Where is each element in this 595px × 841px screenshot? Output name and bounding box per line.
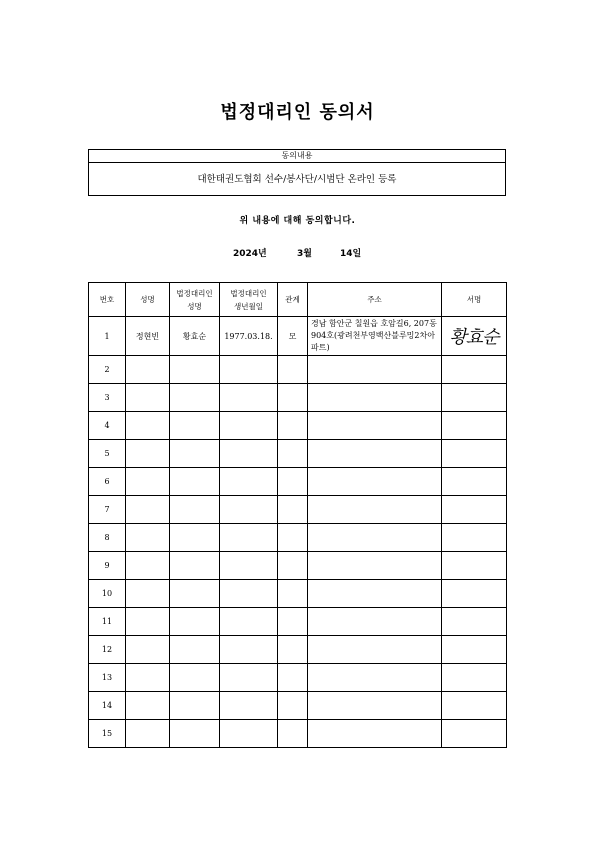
cell-signature xyxy=(442,524,507,552)
cell-signature xyxy=(442,468,507,496)
table-row xyxy=(89,552,507,580)
cell-signature xyxy=(442,720,507,748)
table-row xyxy=(89,608,507,636)
cell-name xyxy=(126,524,170,552)
cell-no: 7 xyxy=(89,496,126,524)
header-guardian-name xyxy=(170,283,220,317)
cell-guardian-name xyxy=(170,664,220,692)
cell-guardian-birth xyxy=(220,384,278,412)
cell-signature xyxy=(442,356,507,384)
table-row xyxy=(89,664,507,692)
document-title: 법정대리인 동의서 xyxy=(220,102,375,123)
cell-signature xyxy=(442,552,507,580)
cell-guardian-name xyxy=(170,496,220,524)
cell-no: 11 xyxy=(89,608,126,636)
cell-signature xyxy=(442,692,507,720)
cell-name xyxy=(126,468,170,496)
cell-address xyxy=(308,412,442,440)
table-row xyxy=(89,580,507,608)
header-address: 주소 xyxy=(308,283,442,317)
cell-guardian-birth xyxy=(220,720,278,748)
cell-guardian-birth xyxy=(220,552,278,580)
cell-address xyxy=(308,440,442,468)
cell-address xyxy=(308,608,442,636)
cell-no: 6 xyxy=(89,468,126,496)
cell-address xyxy=(308,524,442,552)
cell-address xyxy=(308,552,442,580)
cell-signature xyxy=(442,664,507,692)
cell-no: 14 xyxy=(89,692,126,720)
handwritten-signature: 황효순 xyxy=(449,327,499,348)
date-month: 3월 xyxy=(297,249,312,259)
cell-guardian-name xyxy=(170,412,220,440)
cell-relation: 모 xyxy=(278,317,308,356)
consent-header: 동의내용 xyxy=(89,150,505,163)
cell-relation xyxy=(278,496,308,524)
cell-guardian-name xyxy=(170,580,220,608)
cell-address xyxy=(308,468,442,496)
cell-no: 13 xyxy=(89,664,126,692)
consent-content-box xyxy=(88,149,506,196)
cell-relation xyxy=(278,440,308,468)
cell-name xyxy=(126,412,170,440)
cell-relation xyxy=(278,524,308,552)
cell-guardian-birth xyxy=(220,524,278,552)
table-row xyxy=(89,468,507,496)
cell-guardian-birth xyxy=(220,580,278,608)
cell-guardian-birth: 1977.03.18. xyxy=(220,317,278,356)
cell-guardian-birth xyxy=(220,636,278,664)
date-day: 14일 xyxy=(340,249,362,259)
cell-name xyxy=(126,580,170,608)
cell-relation xyxy=(278,636,308,664)
header-guardian-name-line2: 성명 xyxy=(187,301,202,311)
cell-address xyxy=(308,384,442,412)
cell-guardian-name xyxy=(170,608,220,636)
cell-relation xyxy=(278,664,308,692)
consent-content: 대한태권도협회 선수/봉사단/시범단 온라인 등록 xyxy=(197,174,397,185)
cell-signature xyxy=(442,608,507,636)
table-header-row xyxy=(89,283,507,317)
cell-no: 4 xyxy=(89,412,126,440)
header-guardian-birth-line2: 생년월일 xyxy=(234,301,263,311)
cell-no: 12 xyxy=(89,636,126,664)
cell-relation xyxy=(278,720,308,748)
cell-guardian-name: 황효순 xyxy=(170,317,220,356)
cell-signature xyxy=(442,412,507,440)
cell-relation xyxy=(278,692,308,720)
cell-signature xyxy=(442,384,507,412)
cell-name xyxy=(126,636,170,664)
cell-name xyxy=(126,384,170,412)
cell-address xyxy=(308,664,442,692)
cell-signature xyxy=(442,440,507,468)
cell-guardian-birth xyxy=(220,412,278,440)
table-row xyxy=(89,692,507,720)
cell-name xyxy=(126,608,170,636)
cell-no: 8 xyxy=(89,524,126,552)
cell-signature xyxy=(442,317,507,356)
cell-name: 정현빈 xyxy=(126,317,170,356)
table-row xyxy=(89,356,507,384)
cell-relation xyxy=(278,356,308,384)
cell-relation xyxy=(278,580,308,608)
cell-guardian-name xyxy=(170,440,220,468)
header-guardian-name-line1: 법정대리인 xyxy=(176,288,213,298)
table-row xyxy=(89,524,507,552)
cell-relation xyxy=(278,468,308,496)
table-row xyxy=(89,440,507,468)
cell-no: 15 xyxy=(89,720,126,748)
cell-address xyxy=(308,356,442,384)
cell-address xyxy=(308,692,442,720)
cell-relation xyxy=(278,384,308,412)
cell-guardian-name xyxy=(170,692,220,720)
cell-guardian-birth xyxy=(220,496,278,524)
header-signature: 서명 xyxy=(442,283,507,317)
date-year: 2024년 xyxy=(233,249,267,259)
cell-name xyxy=(126,720,170,748)
header-no: 번호 xyxy=(89,283,126,317)
cell-no: 10 xyxy=(89,580,126,608)
cell-name xyxy=(126,552,170,580)
cell-address: 경남 함안군 칠원읍 호암길6, 207동 904호(광려천부영백산블루밍2차아파트) xyxy=(308,317,442,356)
cell-no: 9 xyxy=(89,552,126,580)
cell-guardian-name xyxy=(170,524,220,552)
cell-guardian-birth xyxy=(220,664,278,692)
guardian-table xyxy=(88,282,507,748)
table-row xyxy=(89,412,507,440)
cell-address xyxy=(308,580,442,608)
table-row xyxy=(89,496,507,524)
header-relation: 관계 xyxy=(278,283,308,317)
cell-guardian-birth xyxy=(220,468,278,496)
cell-guardian-name xyxy=(170,636,220,664)
cell-guardian-birth xyxy=(220,608,278,636)
cell-guardian-birth xyxy=(220,440,278,468)
agree-statement: 위 내용에 대해 동의합니다. xyxy=(239,216,356,226)
cell-no: 1 xyxy=(89,317,126,356)
cell-guardian-name xyxy=(170,384,220,412)
cell-guardian-name xyxy=(170,468,220,496)
cell-address xyxy=(308,720,442,748)
cell-address xyxy=(308,636,442,664)
cell-guardian-name xyxy=(170,356,220,384)
cell-signature xyxy=(442,580,507,608)
header-guardian-birth-line1: 법정대리인 xyxy=(230,288,267,298)
cell-guardian-birth xyxy=(220,356,278,384)
cell-relation xyxy=(278,608,308,636)
cell-address xyxy=(308,496,442,524)
cell-guardian-birth xyxy=(220,692,278,720)
table-row xyxy=(89,636,507,664)
table-row xyxy=(89,384,507,412)
cell-name xyxy=(126,692,170,720)
cell-name xyxy=(126,664,170,692)
header-guardian-birth xyxy=(220,283,278,317)
cell-name xyxy=(126,356,170,384)
cell-guardian-name xyxy=(170,720,220,748)
cell-name xyxy=(126,440,170,468)
cell-relation xyxy=(278,552,308,580)
table-row xyxy=(89,720,507,748)
cell-no: 3 xyxy=(89,384,126,412)
cell-no: 5 xyxy=(89,440,126,468)
cell-signature xyxy=(442,496,507,524)
table-row xyxy=(89,317,507,356)
cell-signature xyxy=(442,636,507,664)
header-name: 성명 xyxy=(126,283,170,317)
cell-relation xyxy=(278,412,308,440)
cell-name xyxy=(126,496,170,524)
cell-no: 2 xyxy=(89,356,126,384)
cell-guardian-name xyxy=(170,552,220,580)
